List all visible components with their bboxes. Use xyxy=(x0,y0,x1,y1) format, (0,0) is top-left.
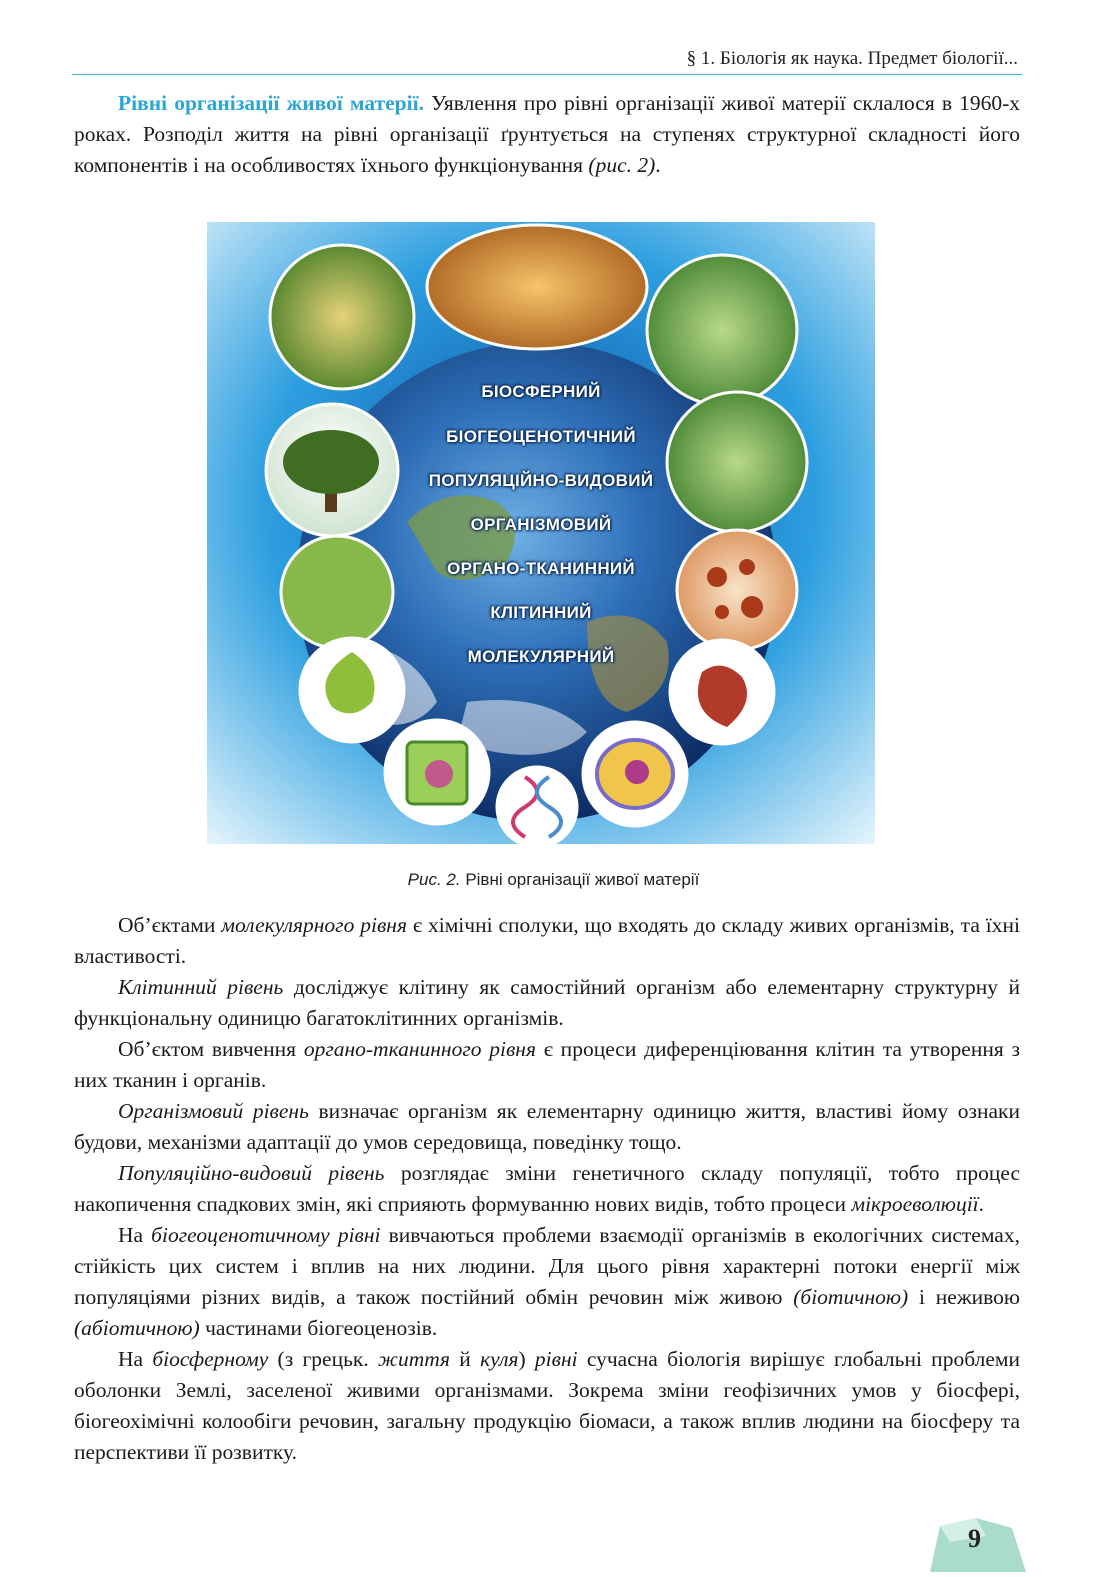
caption-text: Рівні організації живої матерії xyxy=(460,870,700,889)
figure-reference: (рис. 2) xyxy=(588,153,656,177)
page-number-tab xyxy=(916,1518,1026,1572)
level-label-biosphere: БІОСФЕРНИЙ xyxy=(481,382,601,401)
main-text xyxy=(74,910,1020,1468)
figure-caption xyxy=(0,870,1107,890)
caption-label: Рис. 2. xyxy=(407,870,461,889)
fawn-picture xyxy=(667,392,807,532)
intro-end: . xyxy=(655,153,661,177)
deer-herd-picture xyxy=(427,225,647,349)
paragraph-biosphere: На біосферному (з грецьк. життя й куля) рівні сучасна біологія вирішує глобальні проблеми оболонки Землі, заселеної живими організмами. Зокрема зміни геофізичних умов у біосфері, біогеохімічні колообіги речовин, загальну продукцію біомаси, а також вплив людини на біосферу та перспективи її розвитку. xyxy=(74,1347,1020,1464)
level-label-organism: ОРГАНІЗМОВИЙ xyxy=(470,515,612,534)
forest-picture xyxy=(270,245,414,389)
header-title: § 1. Біологія як наука. Предмет біології... xyxy=(686,48,1018,69)
leaf-tissue-picture xyxy=(281,536,393,648)
animal-cell-detail xyxy=(597,740,673,808)
level-label-molecular: МОЛЕКУЛЯРНИЙ xyxy=(467,647,615,666)
running-header xyxy=(72,44,1022,75)
level-label-organ-tissue: ОРГАНО-ТКАНИННИЙ xyxy=(447,559,635,578)
paragraph-cellular: Клітинний рівень досліджує клітину як самостійний організм або елементарну структурну й функціональну одиницю багатоклітинних організмів. xyxy=(74,975,1020,1030)
paragraph-organ-tissue: Об’єктом вивчення органо-тканинного рівня є процеси диференціювання клітин та утворення з них тканин і органів. xyxy=(74,1037,1020,1092)
level-label-biogeocenotic: БІОГЕОЦЕНОТИЧНИЙ xyxy=(446,427,636,446)
page-number: 9 xyxy=(968,1524,981,1553)
paragraph-biogeocenotic: На біогеоценотичному рівні вивчаються проблеми взаємодії організмів в екологічних системах, стійкість цих систем і вплив на них людини. Для цього рівня характерні потоки енергії між популяціями різних видів, а також постійний обмін речовин між живою (біотичною) і неживою (абіотичною) частинами біогеоценозів. xyxy=(74,1223,1020,1340)
intro-paragraph xyxy=(74,88,1020,181)
cell-tissue-picture xyxy=(677,530,797,650)
paragraph-molecular: Об’єктами молекулярного рівня є хімічні сполуки, що входять до складу живих організмів, та їхні властивості. xyxy=(74,913,1020,968)
levels-figure xyxy=(207,222,875,844)
dna-picture xyxy=(497,767,577,844)
level-label-population-species: ПОПУЛЯЦІЙНО-ВИДОВИЙ xyxy=(428,471,654,490)
paragraph-population: Популяційно-видовий рівень розглядає зміни генетичного складу популяції, тобто процес накопичення спадкових змін, які сприяють формуванню нових видів, тобто процеси мікроеволюції. xyxy=(74,1161,1020,1216)
paragraph-organism: Організмовий рівень визначає організм як елементарну одиницю життя, властиві йому ознаки будови, механізми адаптації до умов середовища, поведінку тощо. xyxy=(74,1099,1020,1154)
intro-text: Уявлення про рівні організації живої матерії склалося в 1960-х роках. Розподіл життя на рівні організації ґрунтується на ступенях структурної складності його компонентів і на особливостях їхнього функціонування xyxy=(74,91,1021,177)
section-heading: Рівні організації живої матерії. xyxy=(118,91,424,115)
level-label-cellular: КЛІТИННИЙ xyxy=(490,603,592,622)
plant-cell-detail xyxy=(407,742,467,804)
